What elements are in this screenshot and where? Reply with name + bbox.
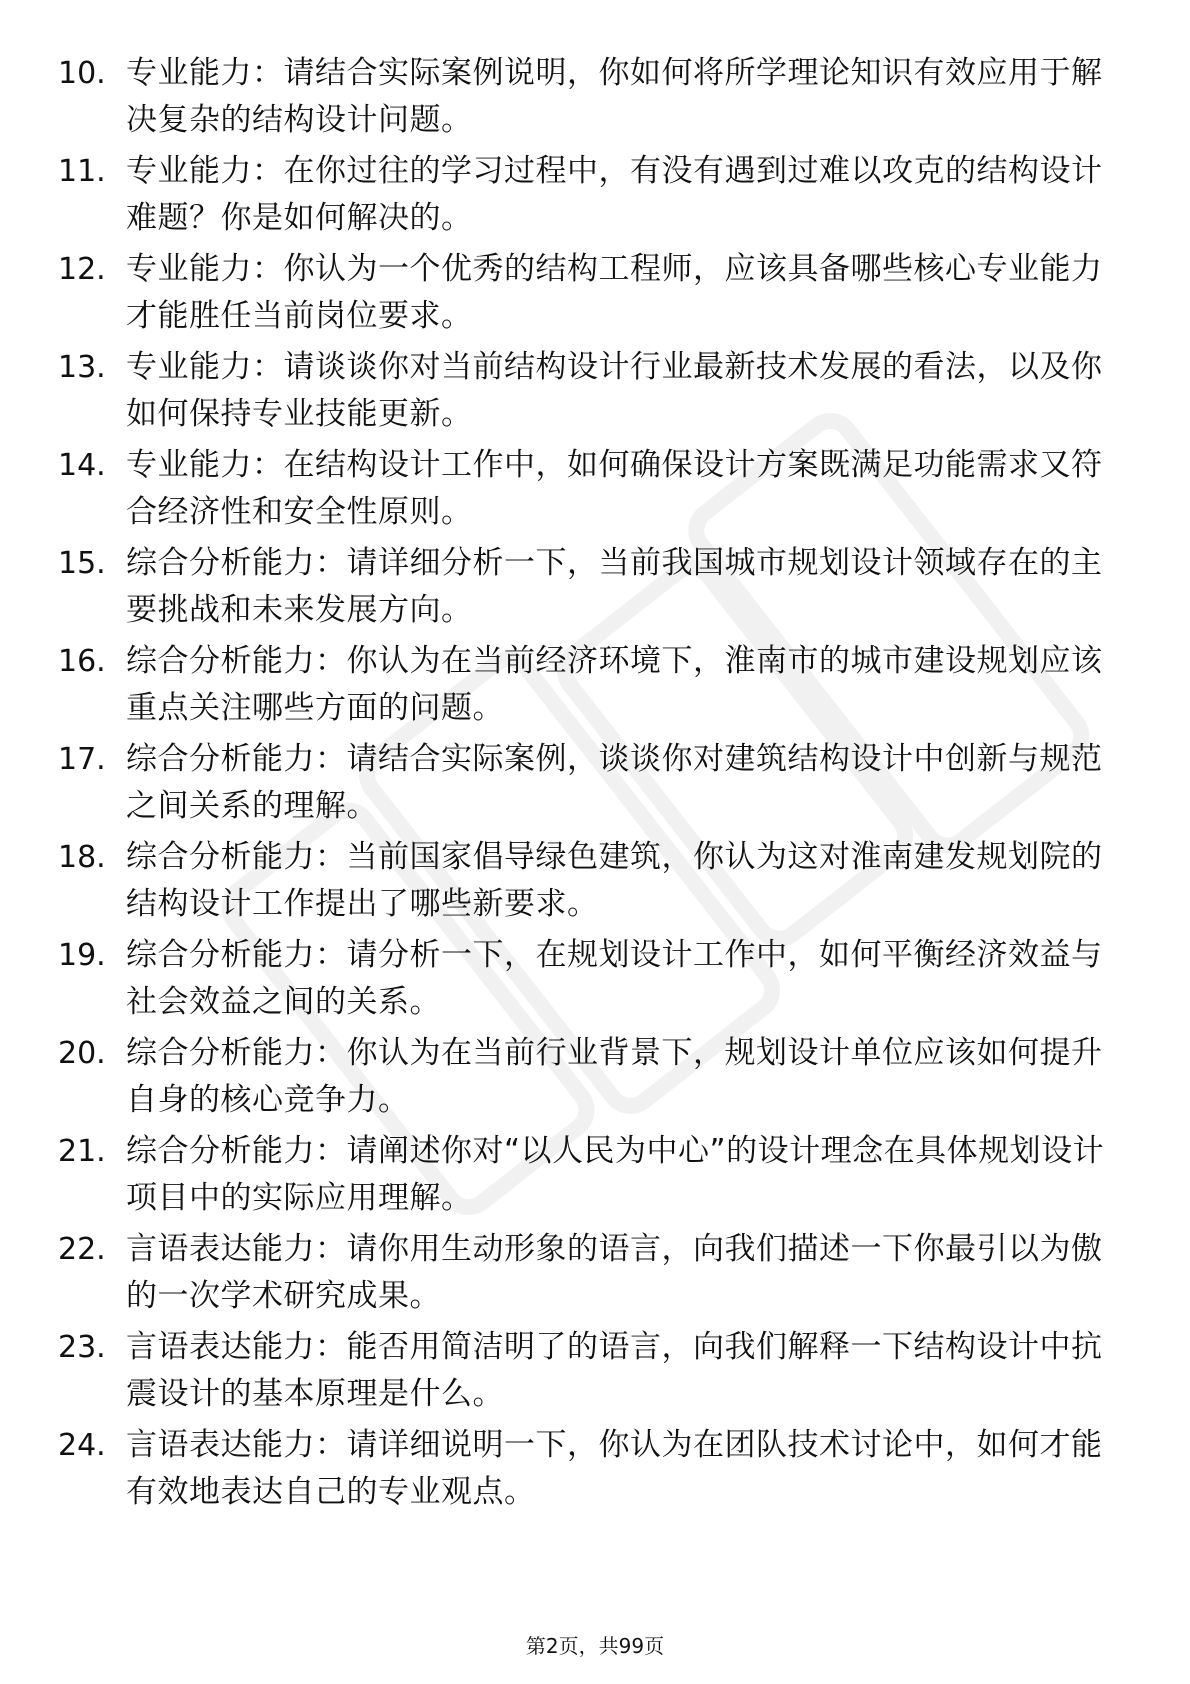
question-text: 专业能力：在你过往的学习过程中，有没有遇到过难以攻克的结构设计难题？你是如何解决的。	[126, 153, 1103, 236]
question-text: 综合分析能力：当前国家倡导绿色建筑，你认为这对淮南建发规划院的结构设计工作提出了哪些新要求。	[126, 839, 1103, 922]
question-number: 17.	[58, 742, 106, 777]
question-number: 12.	[58, 252, 106, 287]
question-text: 综合分析能力：你认为在当前行业背景下，规划设计单位应该如何提升自身的核心竞争力。	[126, 1035, 1103, 1118]
question-text: 综合分析能力：请详细分析一下，当前我国城市规划设计领域存在的主要挑战和未来发展方向。	[126, 545, 1103, 628]
question-number: 19.	[58, 938, 106, 973]
question-number: 18.	[58, 840, 106, 875]
question-number: 22.	[58, 1232, 106, 1267]
question-text: 综合分析能力：请结合实际案例，谈谈你对建筑结构设计中创新与规范之间关系的理解。	[126, 741, 1103, 824]
question-text: 言语表达能力：请详细说明一下，你认为在团队技术讨论中，如何才能有效地表达自己的专业观点。	[126, 1427, 1103, 1510]
question-text: 言语表达能力：请你用生动形象的语言，向我们描述一下你最引以为傲的一次学术研究成果。	[126, 1231, 1103, 1314]
question-number: 11.	[58, 154, 106, 189]
question-text: 综合分析能力：你认为在当前经济环境下，淮南市的城市建设规划应该重点关注哪些方面的问题。	[126, 643, 1103, 726]
question-number: 13.	[58, 350, 106, 385]
question-text: 综合分析能力：请阐述你对“以人民为中心”的设计理念在具体规划设计项目中的实际应用理解。	[126, 1133, 1105, 1216]
question-text: 专业能力：请谈谈你对当前结构设计行业最新技术发展的看法，以及你如何保持专业技能更新。	[126, 349, 1103, 432]
question-number: 15.	[58, 546, 106, 581]
question-text: 专业能力：你认为一个优秀的结构工程师，应该具备哪些核心专业能力才能胜任当前岗位要求。	[126, 251, 1103, 334]
question-number: 24.	[58, 1428, 106, 1463]
question-text: 专业能力：请结合实际案例说明，你如何将所学理论知识有效应用于解决复杂的结构设计问题。	[126, 55, 1103, 138]
question-number: 14.	[58, 448, 106, 483]
question-number: 23.	[58, 1330, 106, 1365]
question-number: 20.	[58, 1036, 106, 1071]
question-number: 16.	[58, 644, 106, 679]
page-footer: 第2页，共99页	[525, 1634, 665, 1658]
question-text: 综合分析能力：请分析一下，在规划设计工作中，如何平衡经济效益与社会效益之间的关系。	[126, 937, 1103, 1020]
question-number: 10.	[58, 56, 106, 91]
question-text: 言语表达能力：能否用简洁明了的语言，向我们解释一下结构设计中抗震设计的基本原理是什么。	[126, 1329, 1103, 1412]
question-text: 专业能力：在结构设计工作中，如何确保设计方案既满足功能需求又符合经济性和安全性原则。	[126, 447, 1103, 530]
question-number: 21.	[58, 1134, 106, 1169]
